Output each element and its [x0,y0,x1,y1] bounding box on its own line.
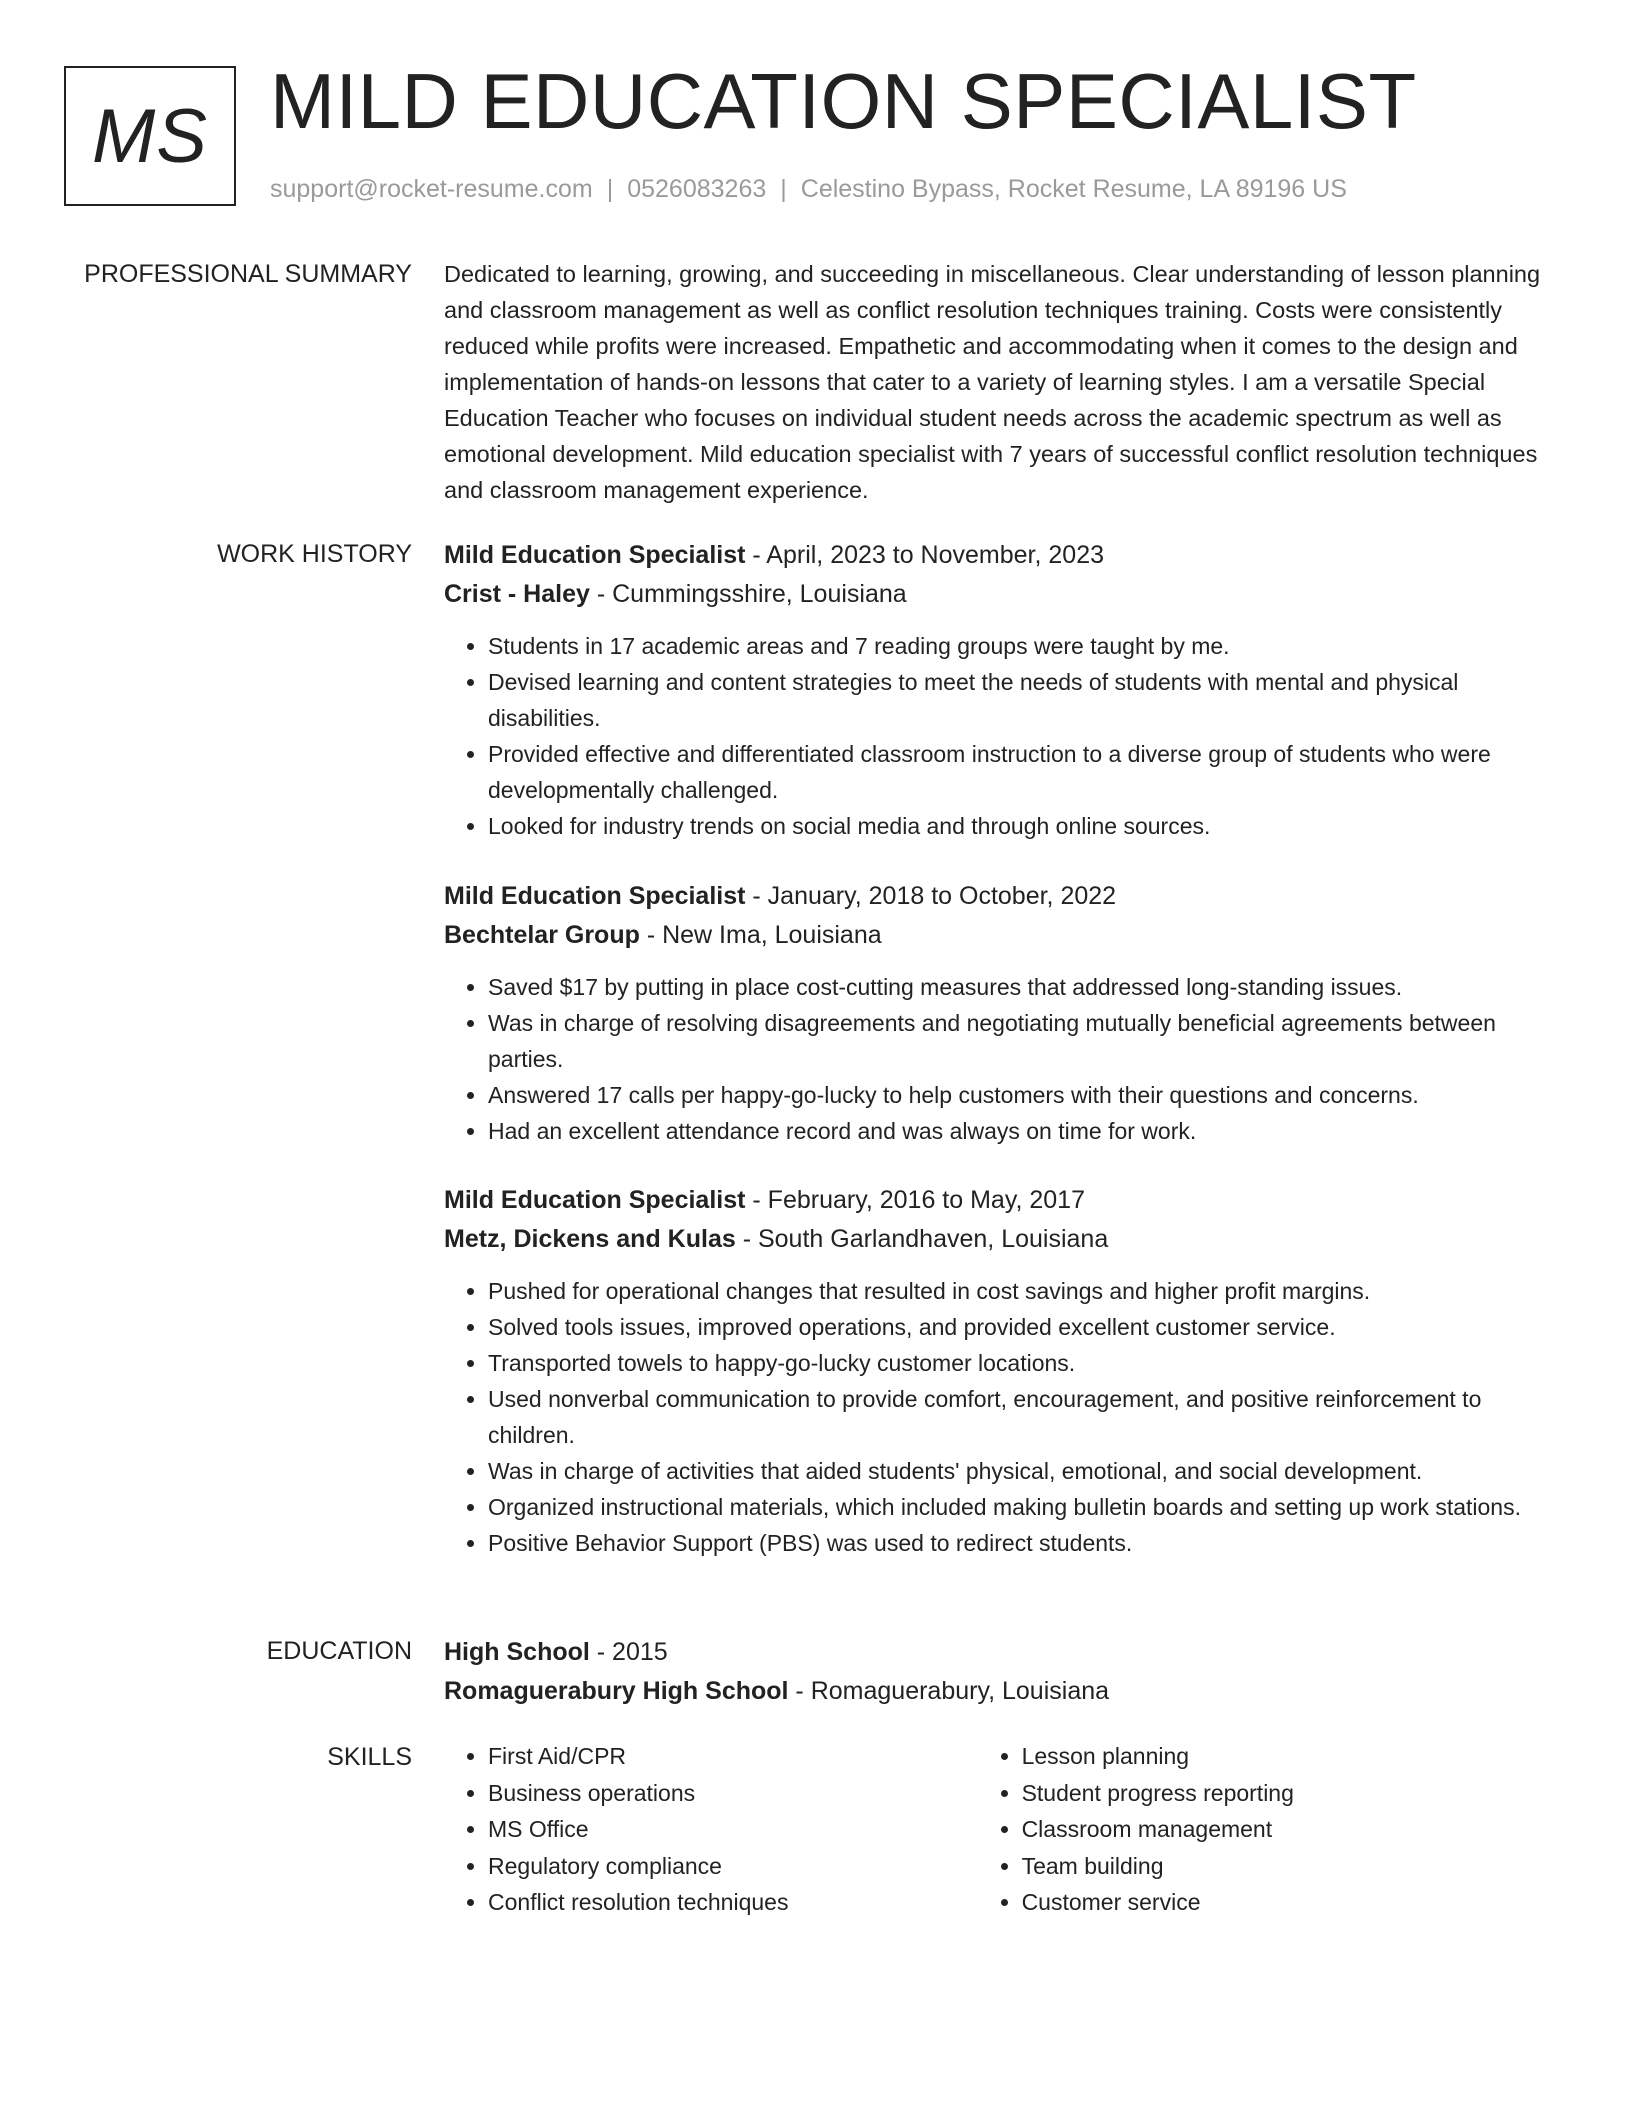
degree-line [444,1633,1556,1671]
monogram-box [64,66,236,206]
job-dates: - February, 2016 to May, 2017 [745,1186,1085,1214]
job-title: Mild Education Specialist [444,1186,746,1214]
section-label-education: EDUCATION [266,1637,412,1665]
skill-item: • MS Office [488,1811,978,1848]
company-location: - Cummingsshire, Louisiana [589,580,907,608]
section-label-skills: SKILLS [327,1743,412,1771]
job-bullet: • Pushed for operational changes that resulted in cost savings and higher profit margins. [488,1273,1556,1309]
job-bullet: • Positive Behavior Support (PBS) was used to redirect students. [488,1525,1556,1561]
school-line [444,1671,1556,1711]
skills-column-left [444,1738,978,1921]
job-bullet: • Was in charge of activities that aided students' physical, emotional, and social development. [488,1453,1556,1489]
job-bullets [444,1273,1556,1561]
section-label-summary: PROFESSIONAL SUMMARY [84,260,412,288]
job-entry [444,1181,1556,1561]
company-location: - New Ima, Louisiana [639,921,882,949]
company-name: Crist - Haley [444,580,590,608]
job-bullet: • Had an excellent attendance record and was always on time for work. [488,1113,1556,1149]
job-title-line [444,536,1556,574]
skill-item: • Lesson planning [1022,1738,1556,1775]
candidate-name: MILD EDUCATION SPECIALIST [270,57,1417,145]
contact-address: Celestino Bypass, Rocket Resume, LA 89196 US [800,175,1347,203]
job-bullets [444,969,1556,1149]
job-bullet: • Devised learning and content strategies to meet the needs of students with mental and physical disabilities. [488,664,1556,736]
skill-item: • Customer service [1022,1884,1556,1921]
education-entry [444,1633,1556,1711]
contact-separator: | [606,175,614,203]
job-title: Mild Education Specialist [444,882,746,910]
contact-separator: | [780,175,787,203]
skill-item: • Business operations [488,1775,978,1812]
job-title-line [444,1181,1556,1219]
contact-line [270,174,1347,204]
job-bullets [444,628,1556,844]
job-bullet: • Looked for industry trends on social media and through online sources. [488,808,1556,844]
company-name: Bechtelar Group [444,921,640,949]
skill-item: • Regulatory compliance [488,1848,978,1885]
job-title-line [444,877,1556,915]
skill-item: • Conflict resolution techniques [488,1884,978,1921]
job-entry [444,877,1556,1149]
monogram-initials: MS [92,93,208,179]
job-bullet: • Students in 17 academic areas and 7 reading groups were taught by me. [488,628,1556,664]
skill-item: • Student progress reporting [1022,1775,1556,1812]
skills-list [444,1738,1556,1921]
company-location: - South Garlandhaven, Louisiana [735,1225,1109,1253]
skills-column-right [978,1738,1556,1921]
job-dates: - January, 2018 to October, 2022 [745,882,1117,910]
job-bullet: • Answered 17 calls per happy-go-lucky to help customers with their questions and concerns. [488,1077,1556,1113]
degree: High School [444,1638,590,1666]
company-line [444,915,1556,955]
job-bullet: • Organized instructional materials, which included making bulletin boards and setting up work stations. [488,1489,1556,1525]
school-name: Romaguerabury High School [444,1677,789,1705]
contact-email: support@rocket-resume.com [270,175,593,203]
job-bullet: • Was in charge of resolving disagreements and negotiating mutually beneficial agreements between parties. [488,1005,1556,1077]
school-location: - Romaguerabury, Louisiana [788,1677,1110,1705]
job-entry [444,536,1556,844]
graduation-year: - 2015 [589,1638,668,1666]
skill-item: • First Aid/CPR [488,1738,978,1775]
skill-item: • Classroom management [1022,1811,1556,1848]
job-title: Mild Education Specialist [444,541,746,569]
summary-text: Dedicated to learning, growing, and succeeding in miscellaneous. Clear understanding of lesson planning and classroom management as well as conflict resolution techniques training. Costs were consistently reduced while profits were increased. Empathetic and accommodating when it comes to the design and implementation of hands-on lessons that cater to a variety of learning styles. I am a versatile Special Education Teacher who focuses on individual student needs across the academic spectrum as well as emotional development. Mild education specialist with 7 years of successful conflict resolution techniques and classroom management experience. [444,261,1541,503]
company-line [444,1219,1556,1259]
job-bullet: • Provided effective and differentiated classroom instruction to a diverse group of students who were developmentally challenged. [488,736,1556,808]
contact-phone: 0526083263 [627,175,767,203]
company-line [444,574,1556,614]
job-bullet: • Used nonverbal communication to provide comfort, encouragement, and positive reinforcement to children. [488,1381,1556,1453]
company-name: Metz, Dickens and Kulas [444,1225,736,1253]
skill-item: • Team building [1022,1848,1556,1885]
job-bullet: • Transported towels to happy-go-lucky customer locations. [488,1345,1556,1381]
section-label-work-history: WORK HISTORY [217,540,412,568]
job-bullet: • Saved $17 by putting in place cost-cutting measures that addressed long-standing issues. [488,969,1556,1005]
job-dates: - April, 2023 to November, 2023 [745,541,1104,569]
job-bullet: • Solved tools issues, improved operations, and provided excellent customer service. [488,1309,1556,1345]
